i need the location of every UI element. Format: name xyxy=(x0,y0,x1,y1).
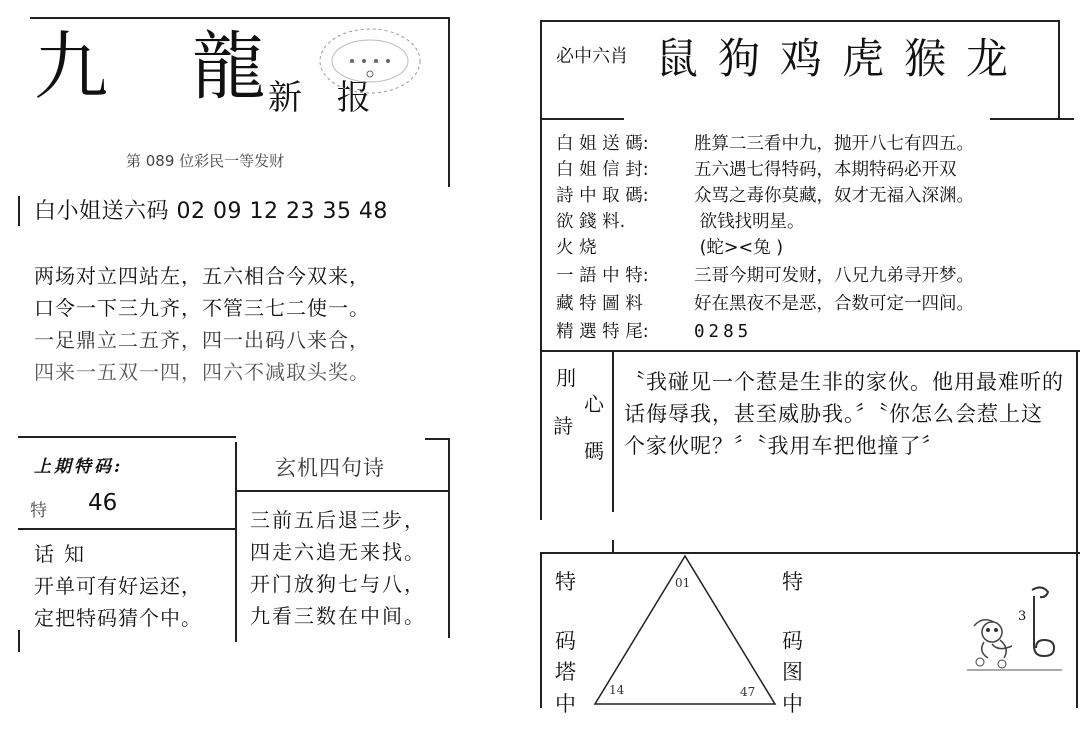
six-codes: 白小姐送六码 02 09 12 23 35 48 xyxy=(34,199,388,224)
tip-value: 胜算二三看中九，抛开八七有四五。 xyxy=(694,134,974,154)
tower-left-char: 塔 xyxy=(555,660,576,684)
special-value: 46 xyxy=(88,490,118,516)
tower-left-char: 中 xyxy=(555,692,576,716)
story-text: 〝我碰见一个惹是生非的家伙。他用最难听的话侮辱我，甚至威胁我。〞〝你怎么会惹上这个家伙呢？〞〝我用车把他撞了〞 xyxy=(624,370,1064,458)
tip-row xyxy=(556,318,752,343)
zodiac-label: 必中六肖 xyxy=(556,46,628,67)
tip-row xyxy=(556,262,974,287)
deco-number: 3 xyxy=(1018,609,1027,624)
tower-left-char: 特 xyxy=(555,570,576,594)
tip-row xyxy=(556,234,783,259)
tip-row xyxy=(556,130,974,155)
tip-label: 詩 中 取 碼: xyxy=(556,186,649,206)
tip-row xyxy=(556,182,974,207)
poem-code-label: 刖 xyxy=(556,366,576,390)
poem-code-label: 詩 xyxy=(553,414,573,438)
tower-right-char: 中 xyxy=(782,692,803,716)
tip-label: 白 姐 送 碼: xyxy=(556,134,649,154)
triangle-number-left: 14 xyxy=(609,683,625,697)
seal-logo xyxy=(318,27,422,95)
triangle-number-right: 47 xyxy=(740,685,756,699)
tip-label: 精 選 特 尾: xyxy=(556,322,649,342)
xuanji-title: 玄机四句诗 xyxy=(275,456,385,480)
issue-line: 第 089 位彩民一等发财 xyxy=(126,152,285,170)
zodiac-animals: 鼠狗鸡虎猴龙 xyxy=(656,34,1029,83)
notice-title: 话知 xyxy=(34,542,94,566)
xuanji-line: 九看三数在中间。 xyxy=(250,604,426,628)
triangle-number-top: 01 xyxy=(675,576,691,590)
tip-value: 0285 xyxy=(694,322,753,342)
special-label: 特 xyxy=(30,501,47,521)
tip-row xyxy=(556,208,805,233)
brand-title: 九 龍 xyxy=(34,24,296,110)
poem-line: 口令一下三九齐，不管三七二使一。 xyxy=(34,296,370,320)
tower-right-char: 码 xyxy=(782,629,803,653)
poem-line: 四来一五双一四，四六不减取头奖。 xyxy=(34,360,370,384)
tower-right-char: 图 xyxy=(782,660,803,684)
poem-code-label: 碼 xyxy=(584,439,604,463)
tip-label: 藏 特 圖 料 xyxy=(556,294,643,314)
tip-value: 欲钱找明星。 xyxy=(694,212,805,232)
xuanji-line: 四走六追无来找。 xyxy=(250,540,426,564)
xuanji-line: 开门放狗七与八， xyxy=(250,572,426,596)
tip-value: 好在黑夜不是恶，合数可定一四间。 xyxy=(694,294,974,314)
tip-row xyxy=(556,290,974,315)
xuanji-line: 三前五后退三步， xyxy=(250,508,426,532)
brand-subtitle: 新 报 xyxy=(268,78,383,118)
tower-right-char: 特 xyxy=(782,570,803,594)
tip-value: 三哥今期可发财，八兄九弟寻开梦。 xyxy=(694,266,974,286)
poem-code-label: 心 xyxy=(584,392,604,416)
tip-row xyxy=(556,156,957,181)
tip-value: 众骂之毒你莫藏，奴才无福入深渊。 xyxy=(694,186,974,206)
tip-value: 五六遇七得特码，本期特码必开双 xyxy=(694,160,957,180)
poem-line: 两场对立四站左，五六相合今双来， xyxy=(34,264,370,288)
notice-line: 开单可有好运还， xyxy=(34,574,202,598)
tip-label: 白 姐 信 封: xyxy=(556,160,649,180)
tip-value: (蛇><兔 ) xyxy=(694,238,784,258)
notice-line: 定把特码猜个中。 xyxy=(34,606,202,630)
cartoon-figure-icon xyxy=(962,582,1067,674)
last-code-label: 上期特码: xyxy=(34,457,124,477)
tip-label: 欲 錢 料. xyxy=(556,212,626,232)
tower-left-char: 码 xyxy=(555,629,576,653)
tip-label: 火 烧 xyxy=(556,238,597,258)
tip-label: 一 語 中 特: xyxy=(556,266,649,286)
poem-line: 一足鼎立二五齐，四一出码八来合， xyxy=(34,328,370,352)
